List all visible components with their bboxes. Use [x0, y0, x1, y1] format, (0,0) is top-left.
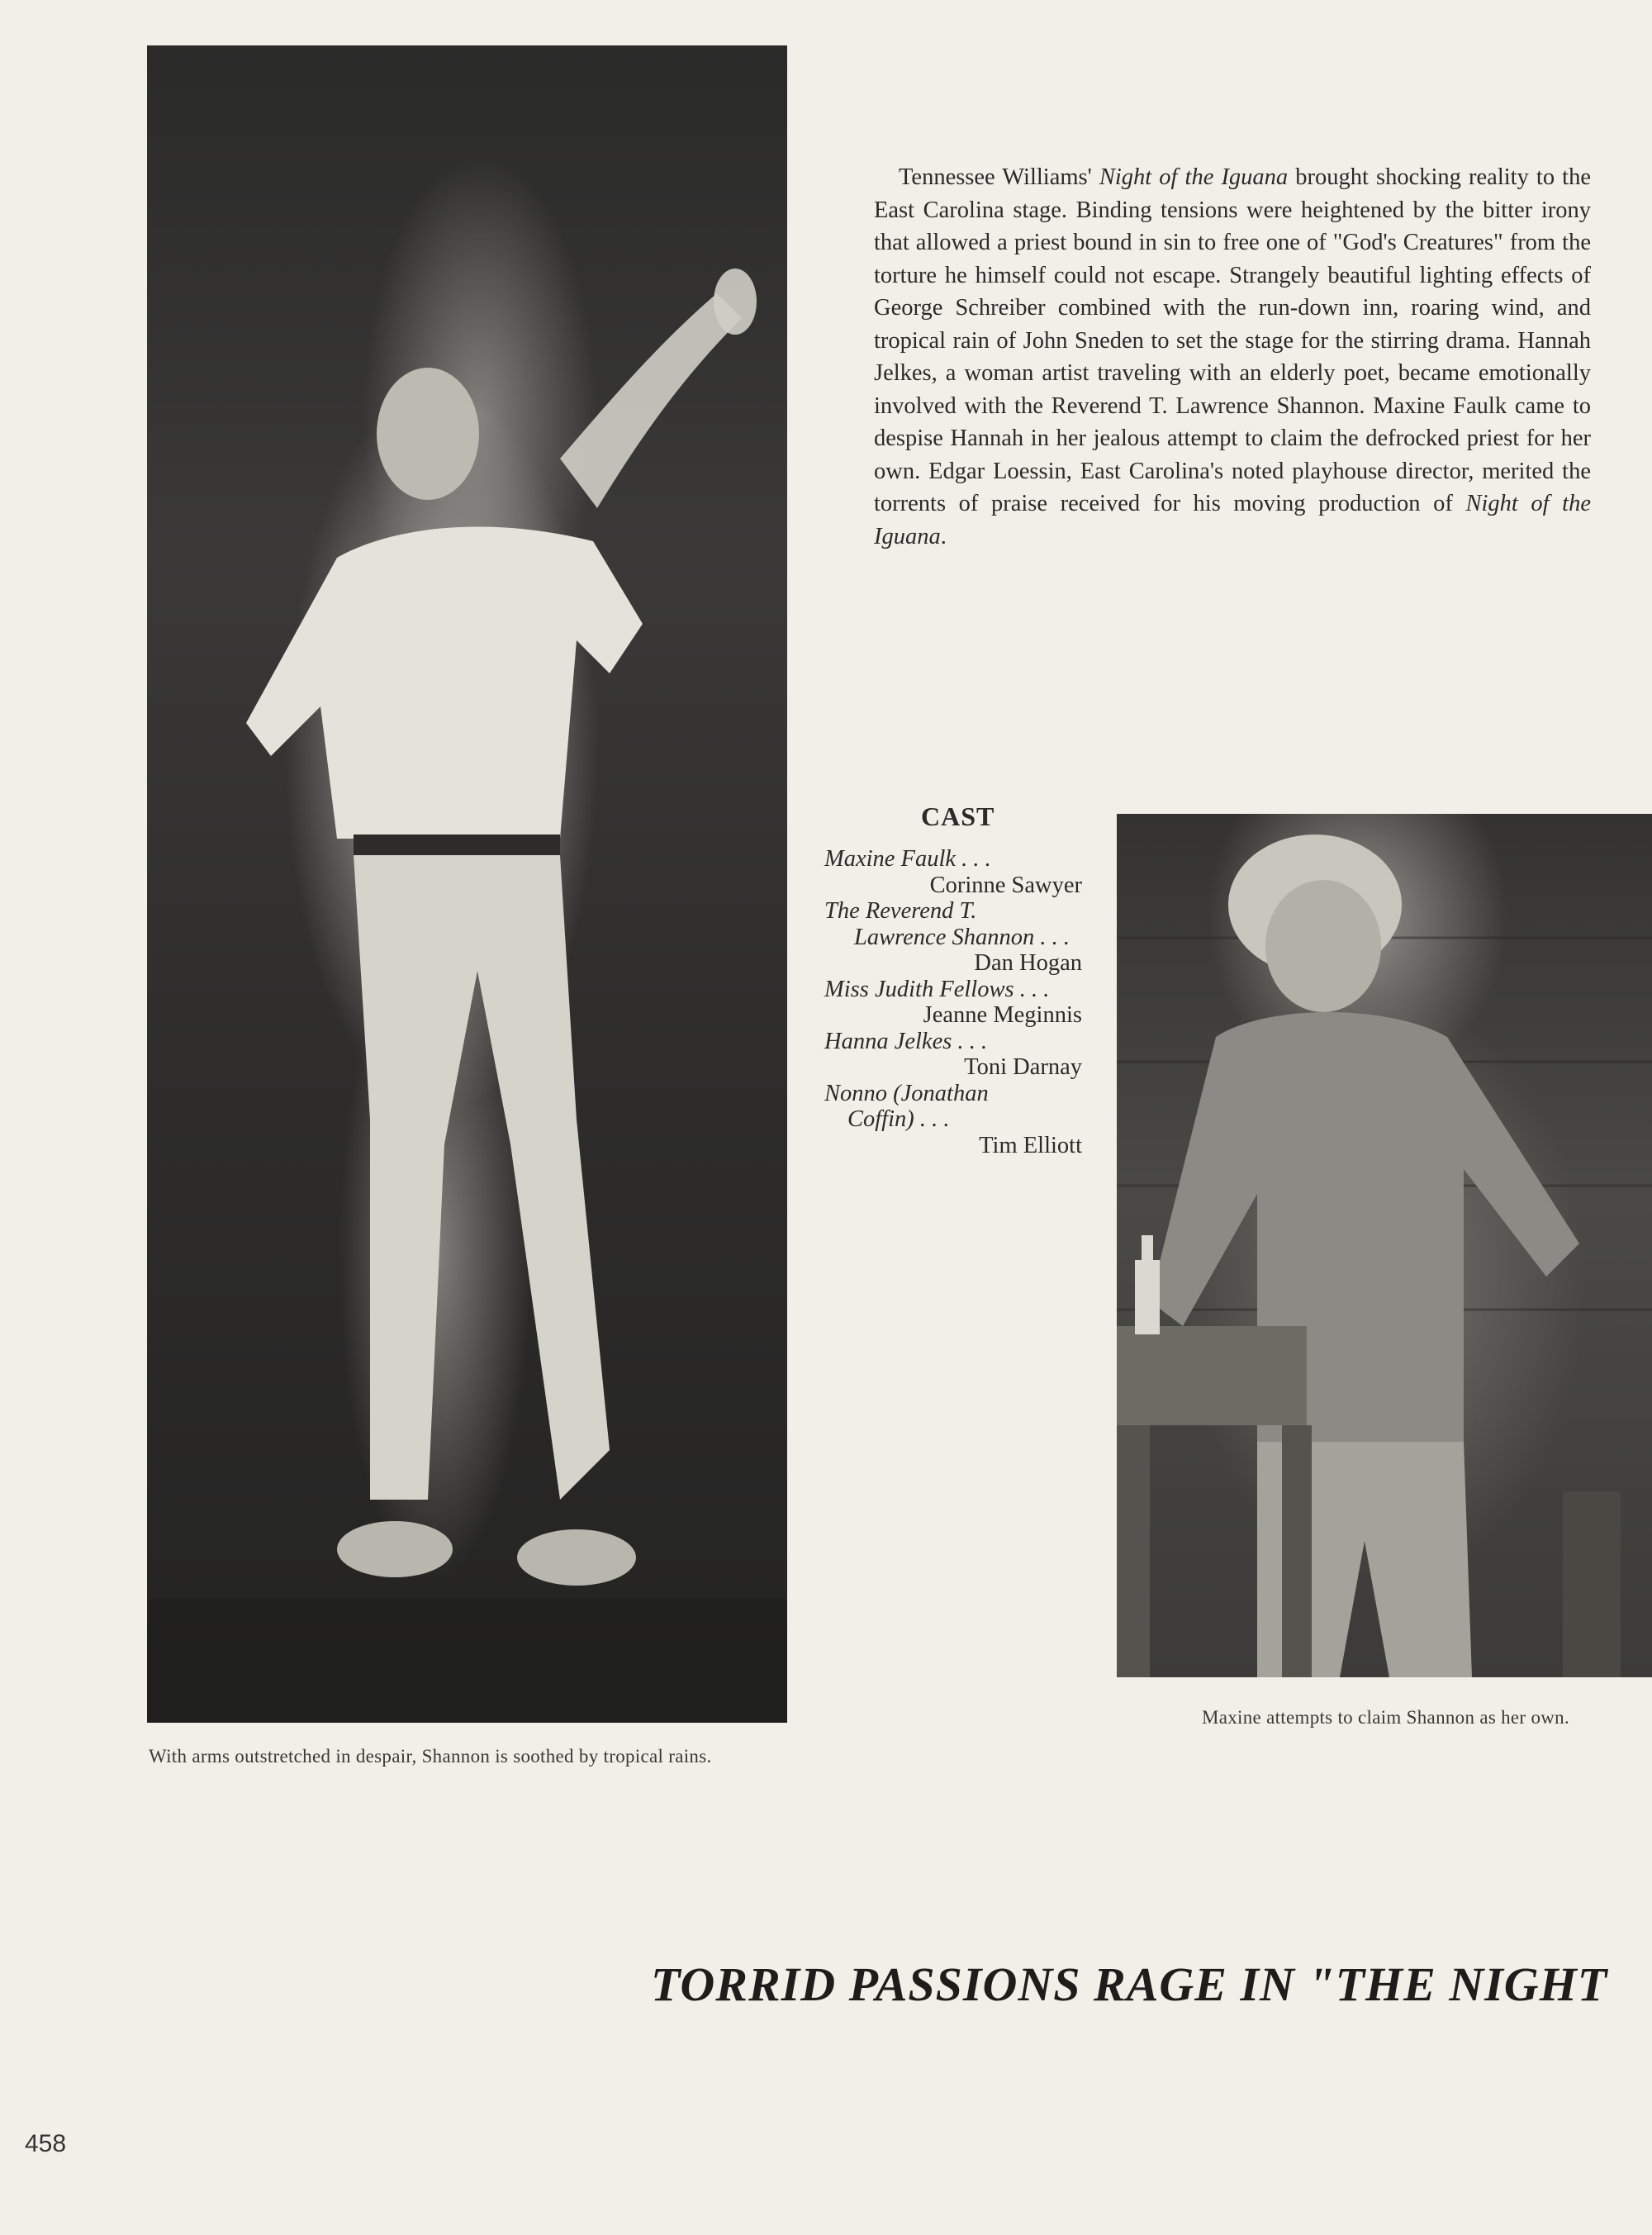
photo-maxine — [1117, 814, 1652, 1677]
cast-heading: CAST — [921, 801, 995, 831]
cast-role: Hanna Jelkes . . . — [824, 1028, 988, 1054]
cast-role: Miss Judith Fellows . . . — [824, 976, 1050, 1002]
cast-role: Nonno (Jonathan — [824, 1080, 989, 1106]
play-title-italic: Night of the Iguana — [874, 491, 1591, 549]
page-number: 458 — [25, 2130, 67, 2157]
photo-caption-left: With arms outstretched in despair, Shannon is soothed by tropical rains. — [149, 1746, 712, 1767]
cast-actor: Dan Hogan — [974, 950, 1082, 976]
cast-role-continued: Lawrence Shannon . . . — [854, 924, 1070, 950]
cast-actor: Tim Elliott — [979, 1132, 1082, 1158]
cast-actor: Toni Darnay — [964, 1054, 1082, 1080]
cast-role: The Reverend T. — [824, 898, 977, 924]
body-text-segment: Tennessee Williams' — [899, 164, 1099, 190]
cast-role-continued: Coffin) . . . — [847, 1106, 950, 1132]
cast-actor: Jeanne Meginnis — [923, 1002, 1082, 1028]
article-body — [874, 161, 1591, 553]
cast-actor: Corinne Sawyer — [929, 872, 1082, 898]
cast-role: Maxine Faulk . . . — [824, 846, 991, 872]
play-title-italic: Night of the Iguana — [1099, 164, 1289, 190]
body-text-segment: . — [940, 523, 947, 549]
maxine-figure-illustration — [1117, 814, 1652, 1677]
photo-caption-right: Maxine attempts to claim Shannon as her own. — [1202, 1707, 1569, 1728]
cast-list — [824, 846, 1082, 1158]
shannon-figure-illustration — [147, 45, 787, 1723]
photo-shannon-arms-outstretched — [147, 45, 787, 1723]
body-text-segment: brought shocking reality to the East Carolina stage. Binding tensions were heightened by the bitter irony that allowed a priest bound in sin to free one of "God's Creatures" from the torture he himself could not escape. Strangely beautiful lighting effects of George Schreiber combined with the run-down inn, roaring wind, and tropical rain of John Sneden to set the stage for the stirring drama. Hannah Jelkes, a woman artist traveling with an elderly poet, became emotionally involved with the Reverend T. Lawrence Shannon. Maxine Faulk came to despise Hannah in her jealous attempt to claim the defrocked priest for her own. Edgar Loessin, East Carolina's noted playhouse director, merited the torrents of praise received for his moving production of — [874, 164, 1591, 516]
page-headline: TORRID PASSIONS RAGE IN "THE NIGHT — [651, 1957, 1608, 2011]
